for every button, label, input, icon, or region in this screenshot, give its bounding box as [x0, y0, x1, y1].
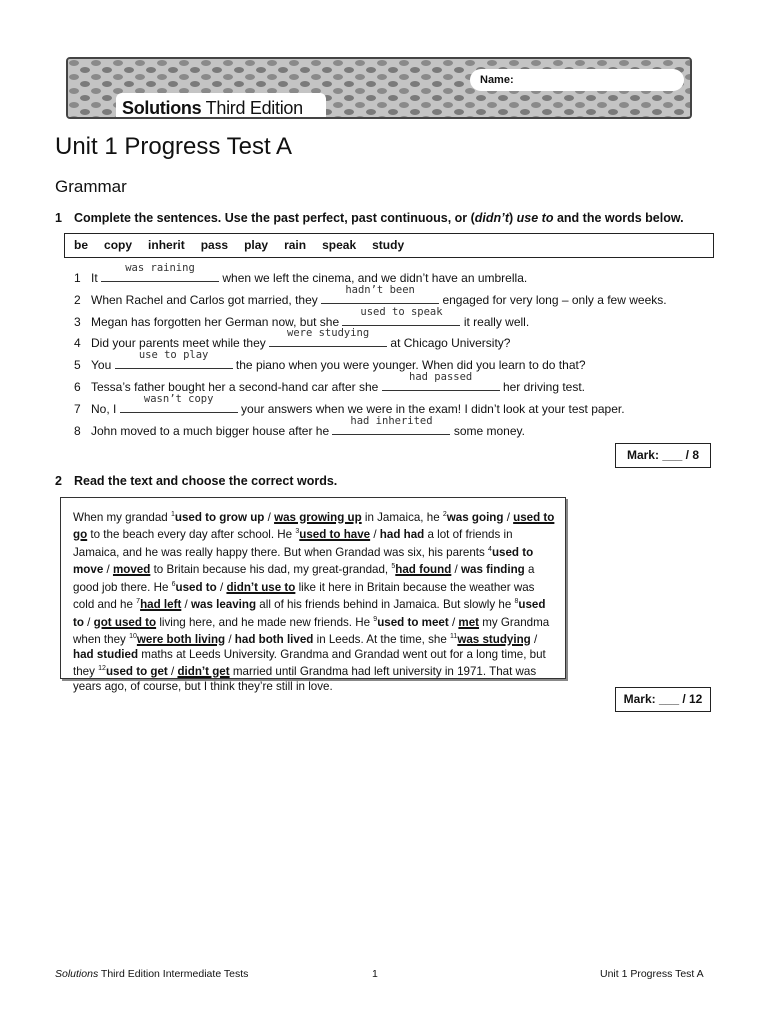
sentence-number: 1	[74, 271, 81, 285]
instruction-part: )	[509, 211, 517, 225]
sentence-before: You	[91, 358, 115, 373]
sentence-after: her driving test.	[499, 380, 585, 394]
footer-page-number: 1	[372, 968, 378, 980]
sentence-number: 7	[74, 401, 81, 416]
sentence-6	[74, 371, 585, 394]
exercise1-number: 1	[55, 211, 62, 225]
sentence-number: 6	[74, 380, 81, 394]
sentence-after: engaged for very long – only a few weeks.	[439, 292, 667, 307]
sentence-before: Did your parents meet while they	[91, 336, 270, 351]
reading-text: When my grandad $^1$used to grow up / was growing up in Jamaica, he $^2$was going / used to go to the beach every day after school. He $^3$used to have / had had a lot of friends in Jamaica, and he was really happy there. But when Grandad was six, his parents $^4$used to move / moved to Britain because his dad, my great-grandad, $^5$had found / was finding a good job there. He $^6$used to / didn’t use to like it here in Britain because the weather was cold and he $^7$had left / was leaving all of his friends behind in Jamaica. But slowly he $^8$used to / got used to living here, and he made new friends. He $^9$used to meet / met my Grandma when they $^{10}$were both living / had both lived in Leeds. At the time, she $^{11}$was studying / had studied maths at Leeds University. Grandma and Grandad went out for a long time, but they $^{12}$used to get / didn’t get married until Grandma had left university in 1971. That was years ago, of course, but I think they’re still in love.	[73, 510, 555, 693]
sentence-before: It	[91, 271, 102, 285]
sentence-number: 8	[74, 423, 81, 438]
section-heading: Grammar	[55, 177, 127, 196]
answer-blank[interactable]	[115, 349, 233, 369]
answer-blank[interactable]	[342, 305, 460, 326]
sentence-4	[74, 327, 511, 351]
header-banner	[66, 57, 692, 119]
sentence-7	[74, 392, 625, 416]
sentence-before: When Rachel and Carlos got married, they	[91, 292, 322, 307]
footer-right: Unit 1 Progress Test A	[600, 968, 704, 980]
exercise2-number: 2	[55, 474, 62, 488]
answer-blank[interactable]	[120, 392, 238, 413]
handwritten-answer: had inherited	[350, 414, 433, 427]
sentence-number: 5	[74, 358, 81, 373]
sentence-number: 4	[74, 336, 81, 351]
sentence-number: 3	[74, 314, 81, 329]
brand-logo	[116, 93, 326, 119]
sentence-1	[74, 262, 528, 285]
sentence-3	[74, 305, 530, 329]
word-option: rain	[284, 238, 307, 252]
sentence-before: Tessa’s father bought her a second-hand car after she	[91, 380, 382, 394]
brand-bold: Solutions	[122, 98, 202, 118]
sentence-after: the piano when you were younger. When did you learn to do that?	[232, 358, 586, 373]
sentence-before: No, I	[91, 401, 120, 416]
instruction-part: and the words below.	[553, 211, 684, 225]
exercise2-mark: Mark: ___ / 12	[615, 687, 711, 712]
word-option: play	[244, 238, 269, 252]
name-label: Name:	[480, 74, 514, 86]
word-option: pass	[200, 238, 229, 252]
reading-text-box	[60, 497, 566, 693]
brand-rest: Third Edition	[201, 98, 303, 118]
name-field[interactable]	[470, 69, 684, 91]
word-option: inherit	[148, 238, 185, 252]
handwritten-answer: was raining	[125, 262, 195, 274]
page-title: Unit 1 Progress Test A	[55, 133, 292, 160]
sentence-before: John moved to a much bigger house after he	[91, 423, 333, 438]
instruction-part: didn’t	[474, 211, 510, 225]
exercise2-instruction	[55, 474, 337, 488]
word-option: copy	[104, 238, 133, 252]
sentence-2	[74, 283, 667, 307]
sentence-5	[74, 349, 586, 373]
answer-blank[interactable]	[332, 414, 450, 435]
word-option: be	[74, 238, 89, 252]
sentence-after: at Chicago University?	[387, 336, 511, 351]
handwritten-answer: were studying	[287, 327, 370, 340]
instruction-text: Read the text and choose the correct words.	[74, 474, 338, 488]
instruction-part: use to	[516, 211, 554, 225]
sentence-after: your answers when we were in the exam! I didn’t look at your test paper.	[237, 401, 625, 416]
sentence-number: 2	[74, 292, 81, 307]
sentence-8	[74, 414, 525, 438]
sentence-after: it really well.	[460, 314, 530, 329]
handwritten-answer: had passed	[409, 371, 473, 383]
sentence-before: Megan has forgotten her German now, but she	[91, 314, 343, 329]
instruction-part: Complete the sentences. Use the past perfect, past continuous, or (	[74, 211, 475, 225]
exercise1-mark: Mark: ___ / 8	[615, 443, 711, 468]
handwritten-answer: use to play	[138, 349, 209, 362]
answer-blank[interactable]	[382, 371, 500, 391]
footer-left	[55, 968, 248, 980]
word-option: study	[372, 238, 405, 252]
answer-blank[interactable]	[101, 262, 219, 282]
answer-blank[interactable]	[321, 283, 439, 304]
handwritten-answer: used to speak	[360, 305, 443, 318]
word-box	[64, 233, 714, 258]
answer-blank[interactable]	[269, 327, 387, 347]
handwritten-answer: wasn’t copy	[143, 392, 214, 405]
sentence-after: when we left the cinema, and we didn’t have an umbrella.	[219, 271, 528, 285]
sentence-after: some money.	[450, 423, 525, 438]
footer-italic: Solutions	[55, 968, 99, 980]
word-option: speak	[322, 238, 357, 252]
footer-rest: Third Edition Intermediate Tests	[98, 968, 249, 980]
handwritten-answer: hadn’t been	[345, 283, 415, 296]
exercise1-instruction	[55, 211, 684, 225]
